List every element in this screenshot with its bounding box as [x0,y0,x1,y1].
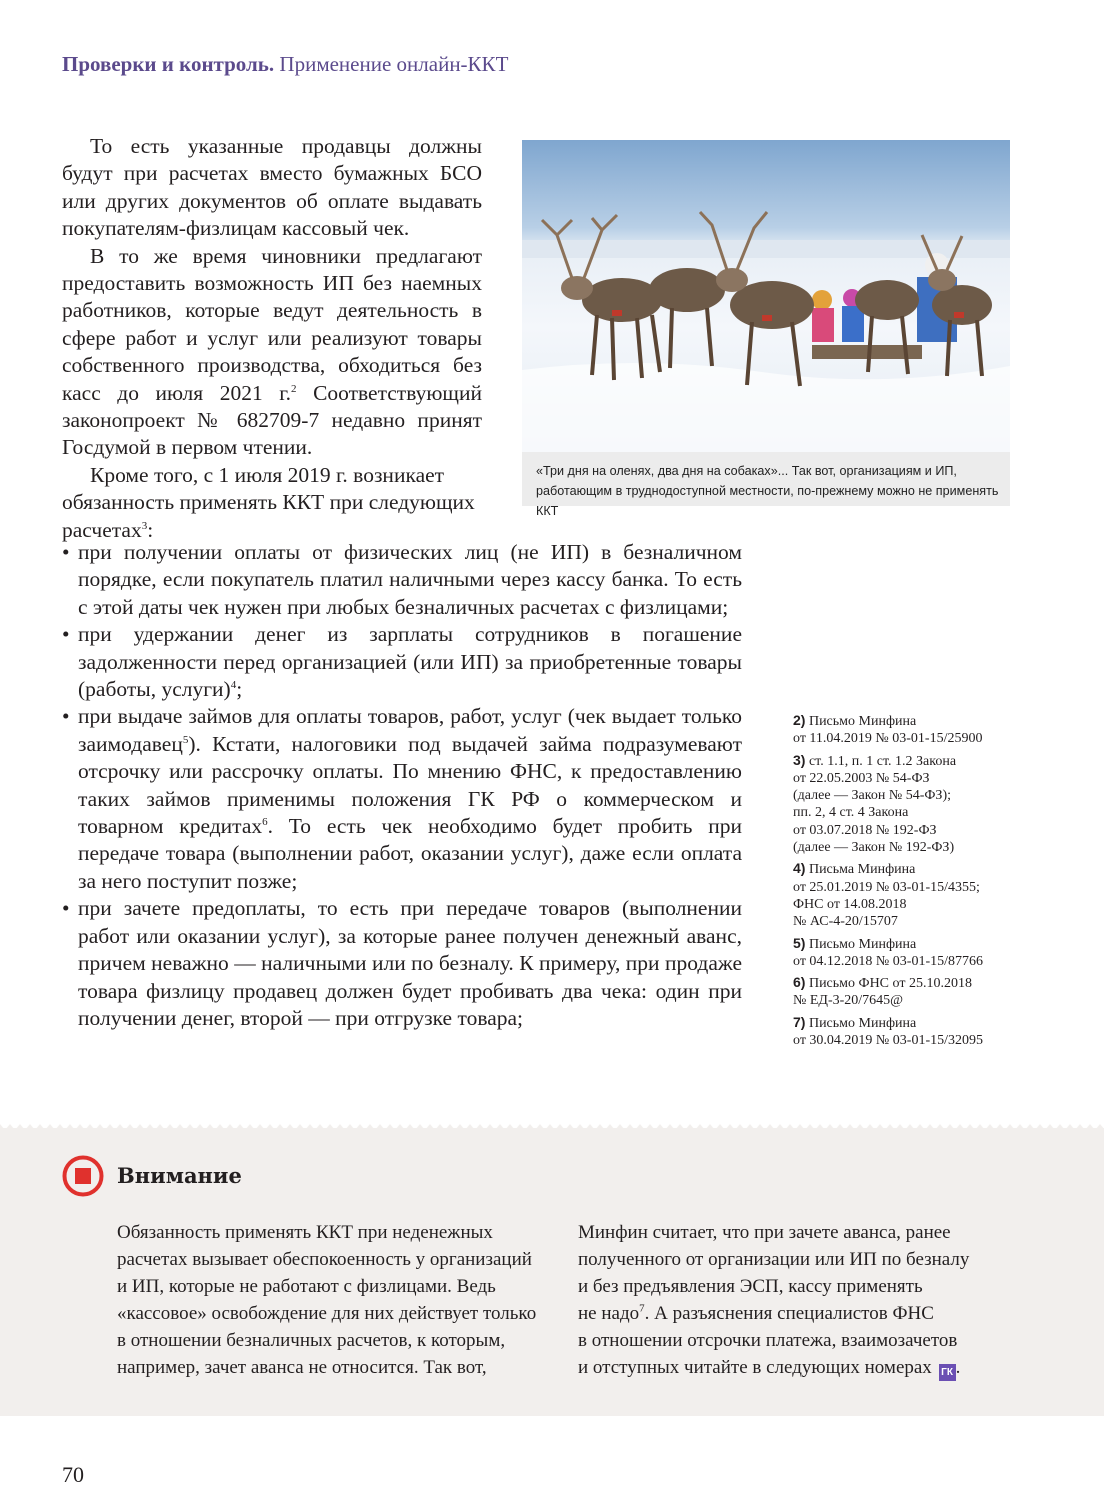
article-intro [62,133,482,544]
footnote-ref: 6 [262,815,268,828]
section-title: Проверки и контроль. [62,52,275,76]
attention-box [0,1128,1104,1416]
footnotes [793,712,1033,1053]
paragraph-2: В то же время чиновники предлагают предоставить возможность ИП без наемных работников, которые ведут деятельность в сфере работ и услуг или реализуют товары собственного производства, обходиться без касс до июля 2021 г.$^2$ Соответствующий законопроект № 682709-7 недавно принят Госдумой в первом чтении. [62,243,482,460]
page-number: 70 [62,1462,84,1487]
list-item: • при зачете предоплаты, то есть при передаче товаров (выполнении работ или оказании услуг), за которые ранее получен денежный аванс, причем неважно — наличными или по безналу. К примеру, при продаже товара физлицу продавец должен будет пробивать два чека: один при получении денег, второй — при отгрузке товара; [62,895,742,1032]
footnote-item: 7) Письмо Минфина от 30.04.2019 № 03-01-15/32095 [793,1013,984,1049]
stop-icon [62,1155,104,1197]
list-item: • при удержании денег из зарплаты сотрудников в погашение задолженности перед организацией (или ИП) за приобретенные товары (работы, услуги)$^4$; [62,621,742,703]
paragraph-3: Кроме того, с 1 июля 2019 г. возникает обязанность применять ККТ при следующих расчетах$^3$: [62,462,475,542]
footnote-ref: 3 [141,519,148,532]
footnote-ref: 7 [639,1302,645,1315]
photo-caption: «Три дня на оленях, два дня на собаках»... Так вот, организациям и ИП, работающим в труднодоступной местности, по-прежнему можно не применять ККТ [522,452,1010,506]
bullet-list [62,539,742,1032]
list-item: • при получении оплаты от физических лиц (не ИП) в безналичном порядке, если покупатель платил наличными через кассу банка. То есть с этой даты чек нужен при любых безналичных расчетах с физлицами; [62,539,742,621]
footnote-item: 3) ст. 1.1, п. 1 ст. 1.2 Закона от 22.05.2003 № 54-ФЗ (далее — Закон № 54-ФЗ); пп. 2, 4 ст. 4 Закона от 03.07.2018 № 192-ФЗ (далее — Закон № 192-ФЗ) [793,751,957,856]
footnote-item: 2) Письмо Минфина от 11.04.2019 № 03-01-15/25900 [793,712,983,747]
footnote-item: 4) Письма Минфина от 25.01.2019 № 03-01-15/4355; ФНС от 14.08.2018 № АС-4-20/15707 [793,860,980,930]
attention-text-left: Обязанность применять ККТ при неденежных расчетах вызывает обеспокоенность у организаций и ИП, которые не работают с физлицами. Ведь «кассовое» освобождение для них действует только в отношении безналичных расчетов, к которым, например, зачет аванса не относится. Так вот, [117,1222,537,1378]
footnote-item: 5) Письмо Минфина от 04.12.2018 № 03-01-15/87766 [793,934,984,969]
footnote-ref: 5 [182,733,189,746]
footnote-item: 6) Письмо ФНС от 25.10.2018 № ЕД-3-20/7645@ [793,974,972,1009]
footnote-ref: 4 [230,678,237,691]
paragraph-1: То есть указанные продавцы должны будут при расчетах вместо бумажных БСО или других документов об оплате выдавать покупателям-физлицам кассовый чек. [62,134,482,241]
topic-title: Применение онлайн-ККТ [279,52,509,76]
running-header [62,52,508,77]
list-item: • при выдаче займов для оплаты товаров, работ, услуг (чек выдает только заимодавец$^5$). Кстати, налоговики под выдачей займа подразумевают отсрочку или рассрочку оплаты. По мнению ФНС, к предоставлению таких займов применимы положения ГК РФ о коммерческом и товарном кредитах$^6$. То есть чек необходимо будет пробить при передаче товара (выполнении работ, оказании услуг), даже если оплата за него поступит позже; [62,703,742,895]
zigzag-edge [0,1122,1104,1130]
attention-title: Внимание [117,1163,242,1188]
reindeer-sled-photo [522,140,1010,452]
attention-text-right: Минфин считает, что при зачете аванса, ранее полученного от организации или ИП по безналу и без предъявления ЭСП, кассу применять не надо$^7$. А разъяснения специалистов ФНС в отношении отсрочки платежа, взаимозачетов и отступных читайте в следующих номерах ГК . [578,1219,1018,1381]
gk-logo: ГК [939,1364,956,1381]
footnote-ref: 2 [291,382,297,395]
